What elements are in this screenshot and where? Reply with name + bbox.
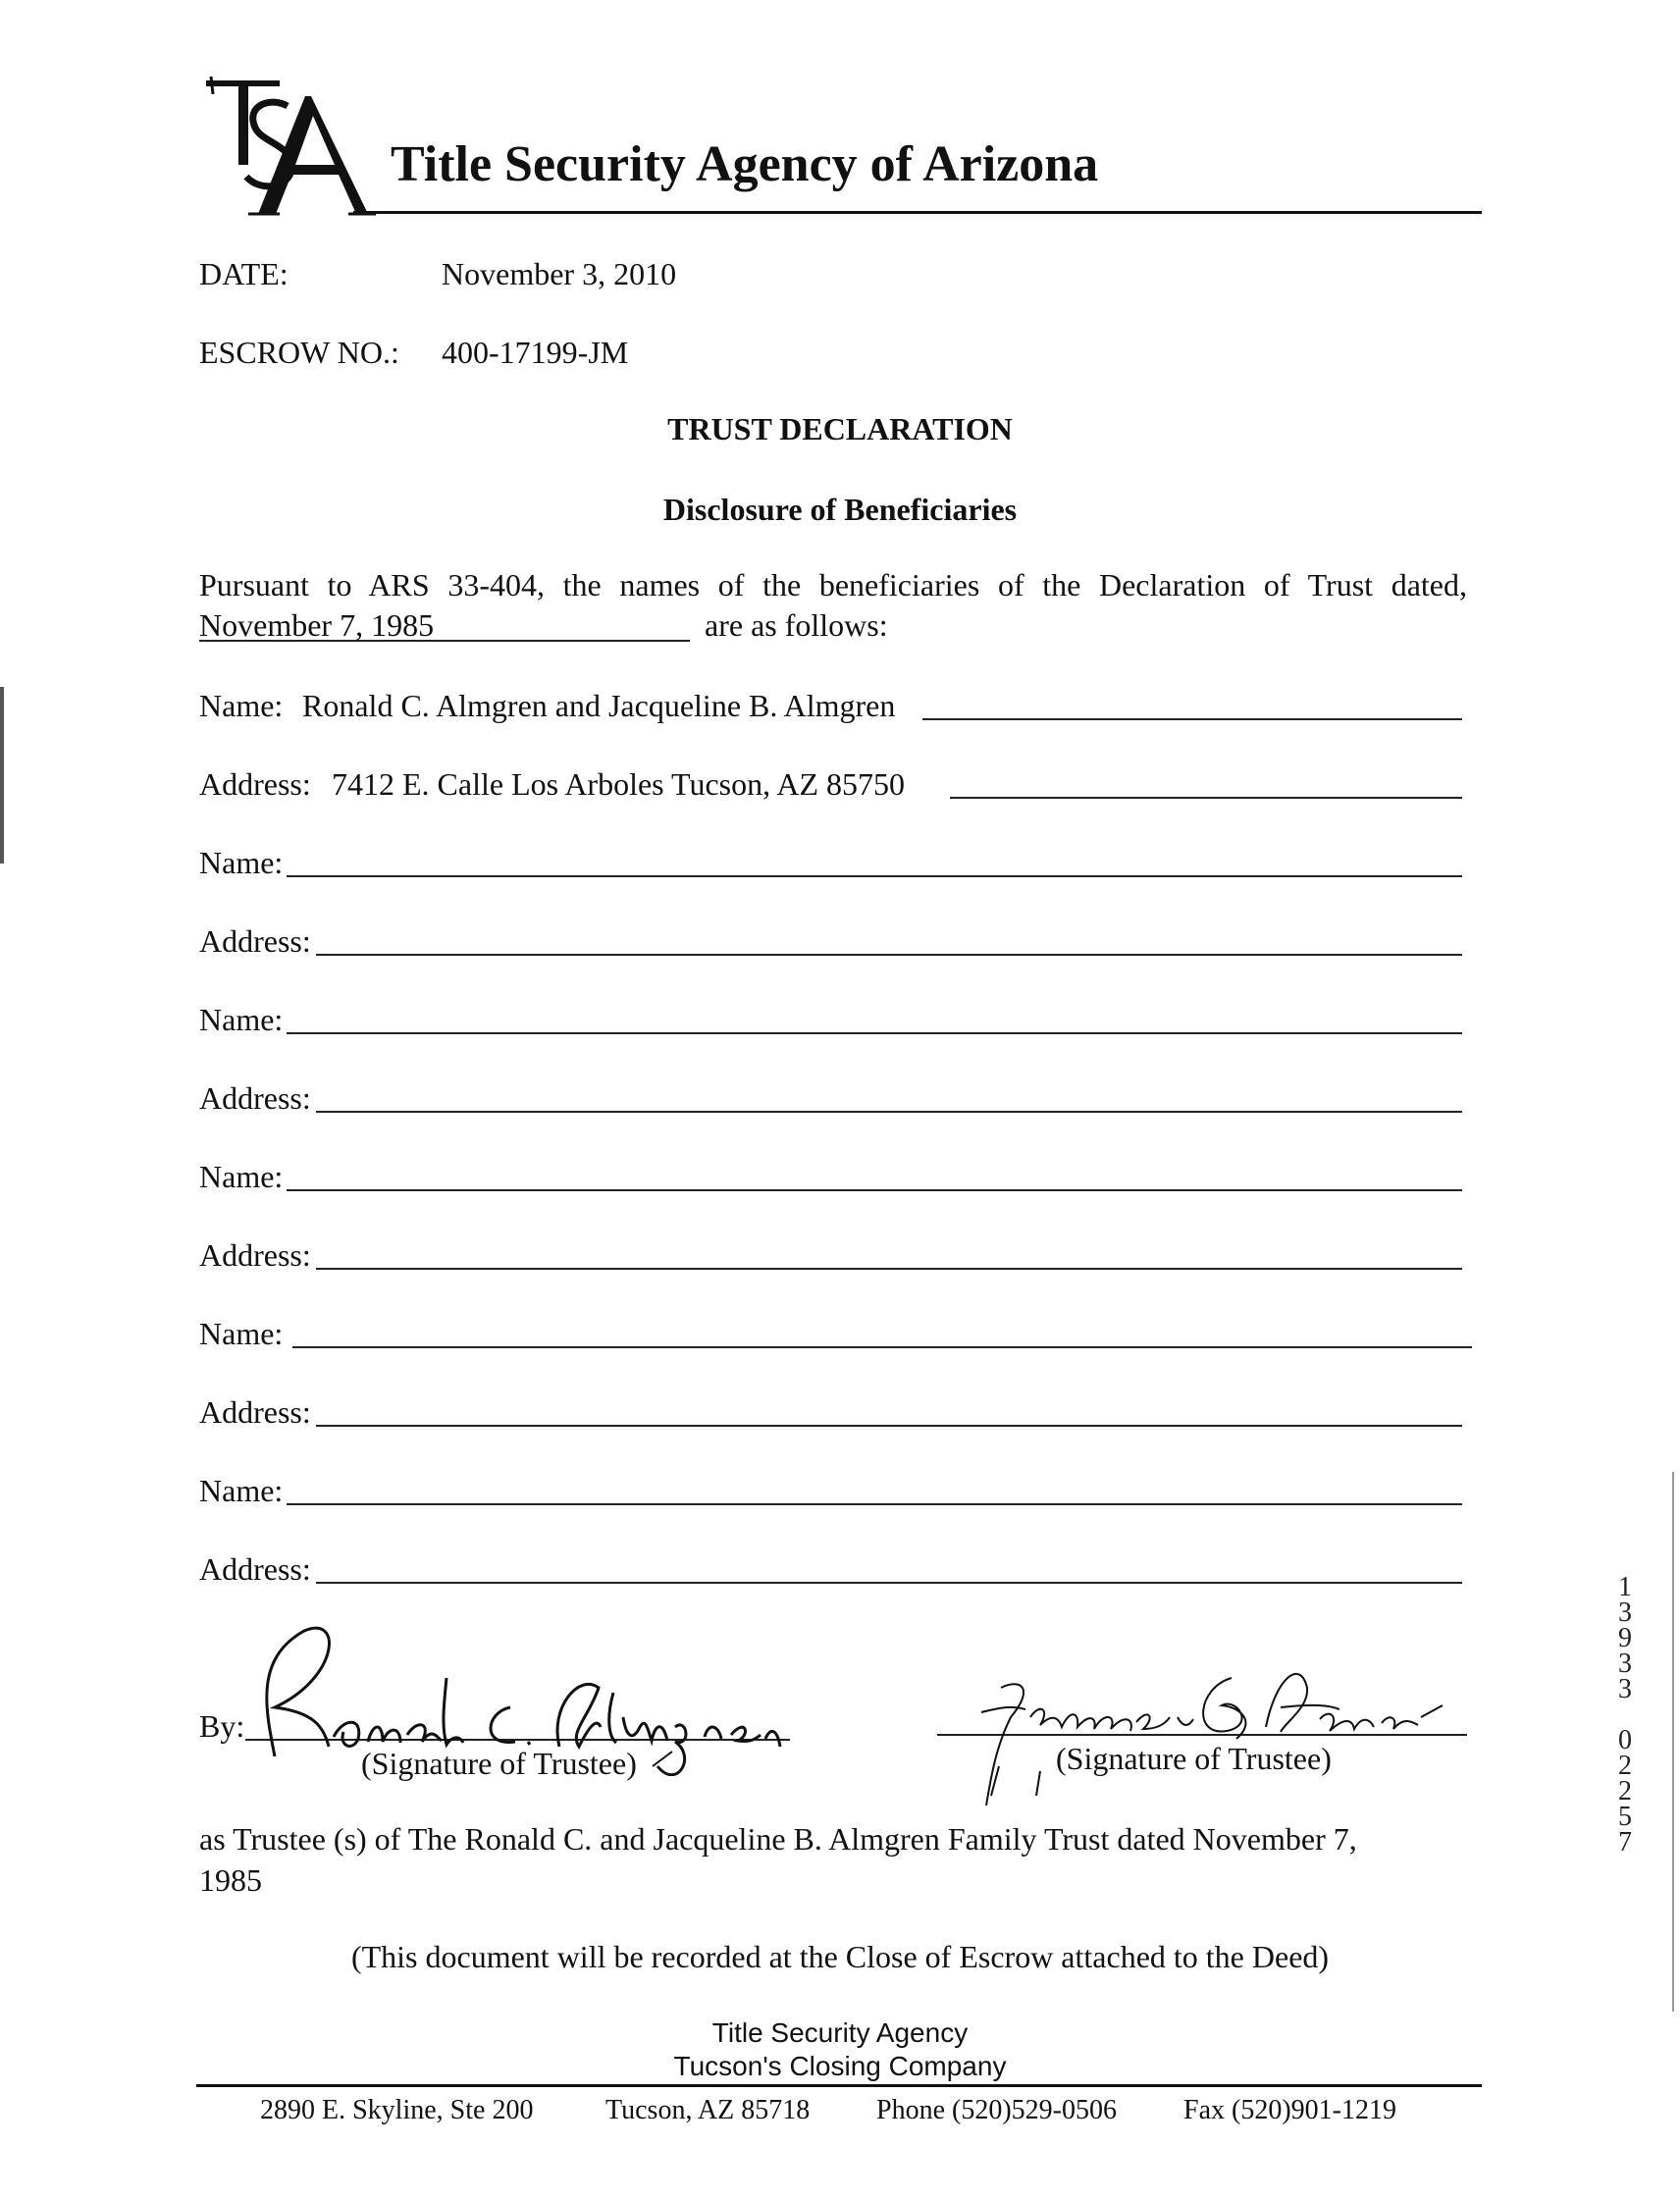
beneficiary-address-value: 7412 E. Calle Los Arboles Tucson, AZ 85750 — [332, 766, 906, 802]
tsa-logo-icon — [201, 67, 378, 224]
footer-fax: Fax (520)901-1219 — [1183, 2095, 1396, 2125]
footer-city: Tucson, AZ 85718 — [605, 2095, 811, 2125]
document-title: TRUST DECLARATION — [667, 411, 1013, 446]
document-subtitle: Disclosure of Beneficiaries — [662, 492, 1018, 527]
date-label: DATE: — [199, 256, 289, 291]
beneficiary-address-line[interactable] — [316, 1268, 1462, 1270]
signature-caption-trustee-1: (Signature of Trustee) — [361, 1746, 637, 1781]
signature-caption-trustee-2: (Signature of Trustee) — [1056, 1741, 1332, 1776]
side-digit: 5 — [1618, 1802, 1632, 1832]
footer-tagline: Tucson's Closing Company — [673, 2051, 1007, 2081]
side-digit: 2 — [1618, 1751, 1632, 1781]
intro-suffix: are as follows: — [705, 607, 888, 643]
beneficiary-address-label: Address: — [199, 923, 311, 959]
recording-note: (This document will be recorded at the Close of Escrow attached to the Deed) — [350, 1939, 1330, 1974]
beneficiary-name-line[interactable] — [287, 1189, 1462, 1191]
trust-date: November 7, 1985 — [199, 607, 435, 643]
beneficiary-name-label: Name: — [199, 845, 284, 880]
side-digit: 3 — [1618, 1597, 1632, 1628]
beneficiary-name-label: Name: — [199, 1473, 284, 1508]
beneficiary-address-line[interactable] — [316, 1582, 1462, 1584]
side-digit: 0 — [1618, 1725, 1632, 1755]
beneficiary-name-label: Name: — [199, 1316, 284, 1351]
beneficiary-name-label: Name: — [199, 688, 284, 723]
beneficiary-name-label: Name: — [199, 1159, 284, 1194]
beneficiary-address-line[interactable] — [316, 954, 1462, 956]
side-digit: 2 — [1618, 1776, 1632, 1806]
logo — [201, 67, 378, 224]
escrow-value: 400-17199-JM — [442, 335, 629, 370]
side-digit: 3 — [1618, 1674, 1632, 1704]
date-value: November 3, 2010 — [442, 256, 677, 291]
side-digit: 3 — [1618, 1648, 1632, 1679]
footer-address: 2890 E. Skyline, Ste 200 — [260, 2095, 534, 2125]
beneficiary-name-line[interactable] — [287, 875, 1462, 877]
header-rule — [353, 211, 1482, 214]
beneficiary-address-label: Address: — [199, 766, 311, 802]
escrow-label: ESCROW NO.: — [199, 335, 399, 370]
intro-text: Pursuant to ARS 33-404, the names of the beneficiaries of the Declaration of Trust dated, — [199, 567, 1467, 602]
trustee-statement-line1: as Trustee (s) of The Ronald C. and Jacqueline B. Almgren Family Trust dated November 7, — [199, 1821, 1357, 1857]
beneficiary-address-label: Address: — [199, 1237, 311, 1273]
beneficiary-address-label: Address: — [199, 1394, 311, 1430]
beneficiary-address-label: Address: — [199, 1551, 311, 1587]
signature-trustee-2 — [942, 1648, 1452, 1806]
beneficiary-name-label: Name: — [199, 1002, 284, 1037]
beneficiary-address-label: Address: — [199, 1080, 311, 1116]
beneficiary-name-line[interactable] — [287, 1032, 1462, 1034]
by-label: By: — [199, 1708, 245, 1744]
beneficiary-name-line[interactable] — [287, 1503, 1462, 1505]
beneficiary-name-line[interactable] — [292, 1346, 1472, 1348]
side-digit: 9 — [1618, 1623, 1632, 1653]
footer-phone: Phone (520)529-0506 — [876, 2095, 1117, 2125]
trust-date-line — [199, 640, 690, 642]
beneficiary-name-line — [922, 718, 1462, 720]
beneficiary-name-value: Ronald C. Almgren and Jacqueline B. Almgren — [302, 688, 896, 723]
beneficiary-address-line[interactable] — [316, 1425, 1462, 1427]
scan-edge-mark — [0, 687, 4, 864]
agency-title: Title Security Agency of Arizona — [391, 136, 1099, 192]
footer-company: Title Security Agency — [711, 2017, 969, 2048]
trustee-statement-line2: 1985 — [199, 1862, 262, 1898]
beneficiary-address-line — [950, 797, 1462, 799]
side-digit: 7 — [1618, 1827, 1632, 1858]
beneficiary-address-line[interactable] — [316, 1111, 1462, 1113]
side-document-number — [1605, 1572, 1645, 1858]
side-digit: 1 — [1618, 1572, 1632, 1602]
scan-right-edge — [1672, 1472, 1674, 2012]
footer-rule — [196, 2084, 1482, 2087]
